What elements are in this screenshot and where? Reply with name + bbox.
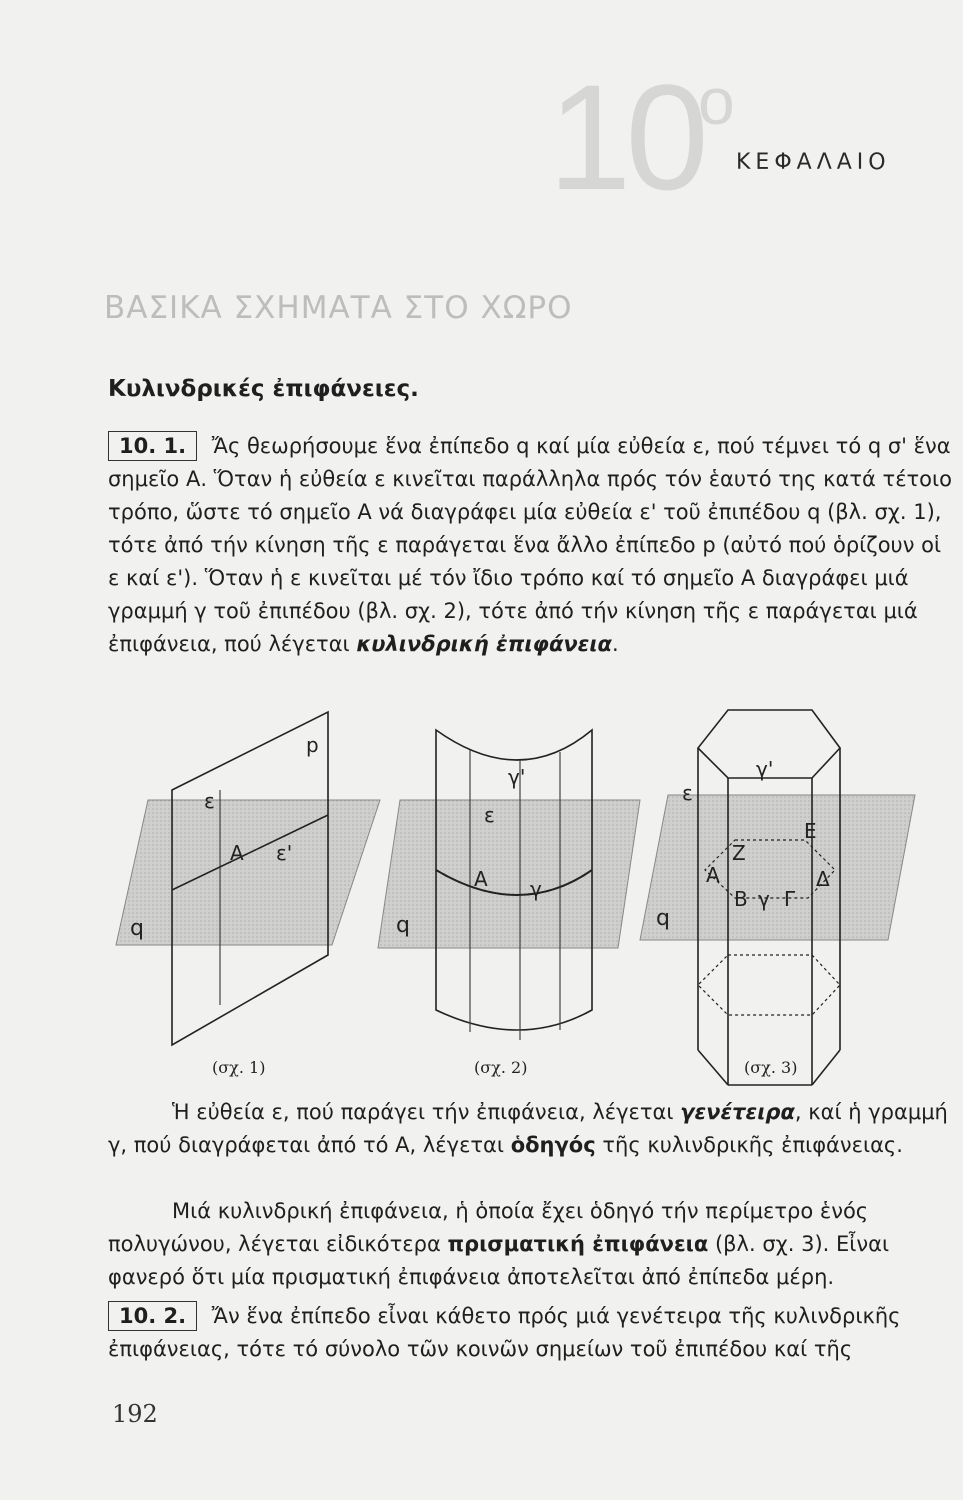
para3-text: Μιά κυλινδρική ἐπιφάνεια, ἡ ὁποία ἔχει ὁδηγό τήν περίμετρο ἑνός πολυγώνου, λέγεται εἰδικότερα xyxy=(108,1199,869,1256)
page-number: 192 xyxy=(112,1400,158,1428)
fig1-label-q: q xyxy=(130,916,144,941)
prism-bottom-edge xyxy=(812,1050,840,1085)
fig2-label-e: ε xyxy=(484,803,495,827)
figure-3 xyxy=(640,710,915,1085)
section-number: 10. 1. xyxy=(108,431,197,461)
paragraph-generator xyxy=(108,1096,954,1162)
term-generator: γενέτειρα xyxy=(680,1100,795,1124)
plane-q xyxy=(640,795,915,940)
fig1-caption: (σχ. 1) xyxy=(212,1058,266,1077)
plane-q xyxy=(116,800,380,945)
para3-text-2: (βλ. σχ. 3). Εἶναι φανερό ὅτι μία πρισματική ἐπιφάνεια ἀποτελεῖται ἀπό ἐπίπεδα μέρη. xyxy=(108,1232,890,1289)
hexagon-bottom xyxy=(698,955,840,1015)
figure-2 xyxy=(378,730,640,1040)
fig3-label-e: ε xyxy=(682,781,693,805)
para2-text-3: τῆς κυλινδρικῆς ἐπιφάνειας. xyxy=(602,1133,903,1157)
fig1-label-e-prime: ε' xyxy=(276,841,293,865)
fig1-label-A: Α xyxy=(230,841,244,865)
figure-1 xyxy=(116,712,380,1045)
section-10-2 xyxy=(108,1300,954,1366)
paragraph-prismatic xyxy=(108,1195,954,1294)
chapter-word: ΚΕΦΑΛΑΙΟ xyxy=(736,150,891,175)
section-title: Κυλινδρικές ἐπιφάνειες. xyxy=(108,376,419,402)
plane-q xyxy=(378,800,640,948)
section-text: Ἄς θεωρήσουμε ἕνα ἐπίπεδο q καί μία εὐθεία ε, πού τέμνει τό q σ' ἕνα σημεῖο Α. Ὅταν ἡ εὐθεία ε κινεῖται παράλληλα πρός τόν ἑαυτό της κατά τέτοιο τρόπο, ὥστε τό σημεῖο Α νά διαγράφει μία εὐθεία ε' τοῦ ἐπιπέδου q (βλ. σχ. 1), τότε ἀπό τήν κίνηση τῆς ε παράγεται ἕνα ἄλλο ἐπίπεδο p (αὐτό πού ὁρίζουν οἱ ε καί ε'). Ὅταν ἡ ε κινεῖται μέ τόν ἴδιο τρόπο καί τό σημεῖο Α διαγράφει μιά γραμμή γ τοῦ ἐπιπέδου (βλ. σχ. 2), τότε ἀπό τήν κίνηση τῆς ε παράγεται μιά ἐπιφάνεια, πού λέγεται xyxy=(108,434,952,656)
fig2-caption: (σχ. 2) xyxy=(474,1058,528,1077)
para2-text-2: , καί ἡ γραμμή γ, πού διαγράφεται ἀπό τό Α, λέγεται xyxy=(108,1100,948,1157)
fig2-label-q: q xyxy=(396,913,410,938)
prism-bottom-edge xyxy=(698,1050,728,1085)
fig3-label-gamma: γ xyxy=(758,887,770,911)
fig3-label-E: Ε xyxy=(804,819,817,843)
section-text: Ἄν ἕνα ἐπίπεδο εἶναι κάθετο πρός μιά γενέτειρα τῆς κυλινδρικῆς ἐπιφάνειας, τότε τό σύνολο τῶν κοινῶν σημείων τοῦ ἐπιπέδου καί τῆς xyxy=(108,1304,901,1361)
fig1-label-e: ε xyxy=(204,789,215,813)
fig3-label-D: Δ xyxy=(816,867,830,891)
fig3-label-A: Α xyxy=(706,863,720,887)
fig2-label-g: γ xyxy=(530,877,542,901)
fig3-label-Z: Ζ xyxy=(732,841,746,865)
fig2-label-A: Α xyxy=(474,867,488,891)
fig2-label-g-prime: γ' xyxy=(508,765,526,789)
fig3-label-G: Γ xyxy=(784,887,796,911)
chapter-degree: o xyxy=(698,64,735,138)
fig3-label-q: q xyxy=(656,906,670,931)
fig1-label-p: p xyxy=(306,733,319,757)
chapter-number: 10 xyxy=(548,53,703,221)
term-prismatic-surface: πρισματική ἐπιφάνεια xyxy=(447,1232,709,1256)
para2-text: Ἡ εὐθεία ε, πού παράγει τήν ἐπιφάνεια, λέγεται xyxy=(172,1100,674,1124)
fig3-label-g-prime: γ' xyxy=(756,757,774,781)
part-title: ΒΑΣΙΚΑ ΣΧΗΜΑΤΑ ΣΤΟ ΧΩΡΟ xyxy=(104,290,573,326)
section-number: 10. 2. xyxy=(108,1301,197,1331)
term-directrix: ὁδηγός xyxy=(510,1133,596,1157)
term-cylindrical-surface: κυλινδρική ἐπιφάνεια xyxy=(356,632,612,656)
section-text-end: . xyxy=(611,632,619,656)
fig3-label-B: Β xyxy=(734,887,748,911)
fig3-caption: (σχ. 3) xyxy=(744,1058,798,1077)
